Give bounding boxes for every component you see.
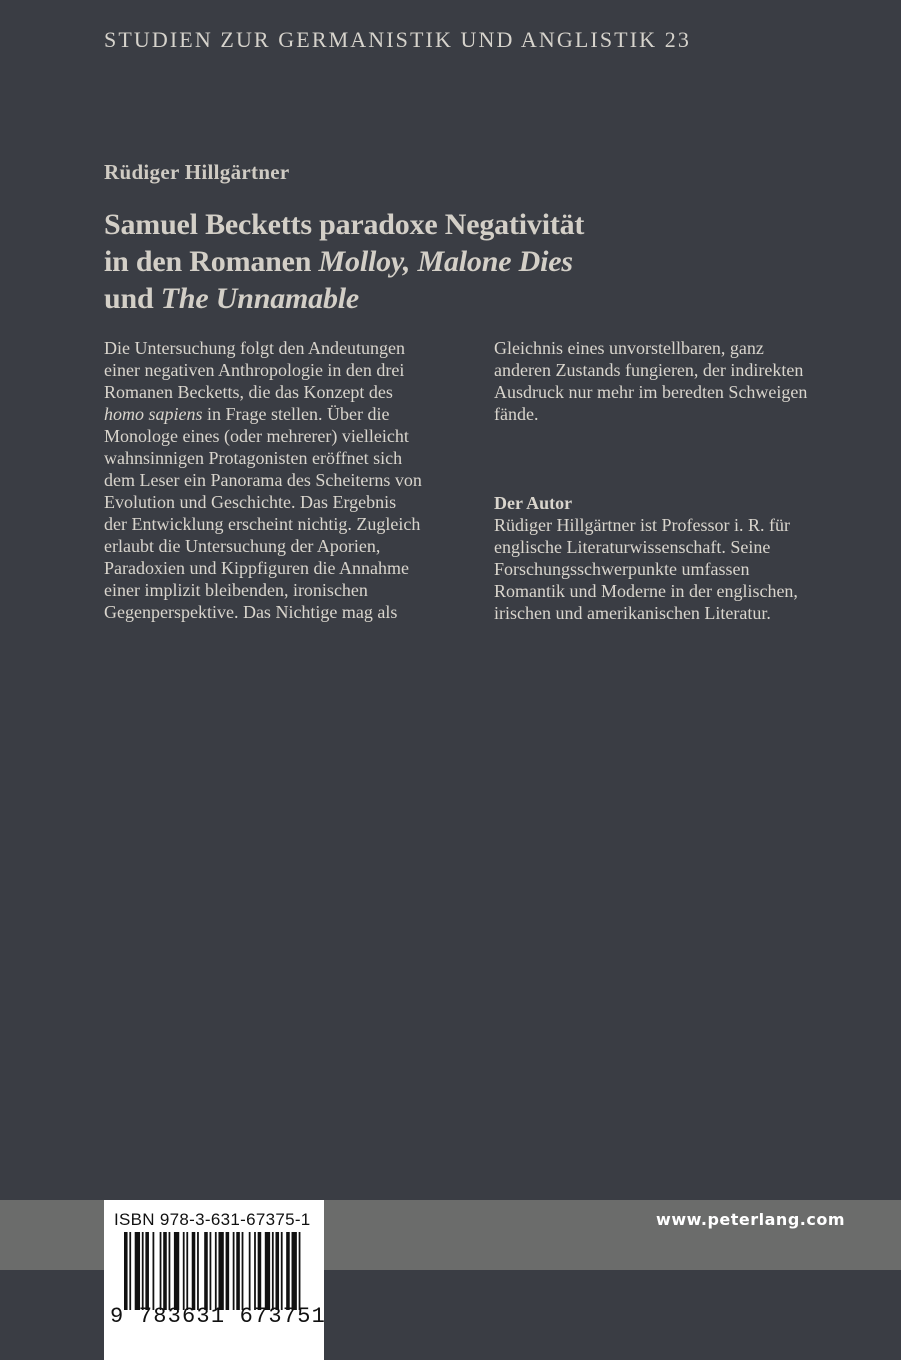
blurb-line: Gegenperspektive. Das Nichtige mag als [104, 602, 398, 622]
blurb-column-2 [494, 337, 854, 624]
publisher-website[interactable]: www.peterlang.com [656, 1210, 845, 1229]
blurb-column-1 [104, 337, 464, 623]
author-bio-line: englische Literaturwissenschaft. Seine [494, 537, 771, 557]
blurb-line: einer implizit bleibenden, ironischen [104, 580, 368, 600]
blurb-line: Paradoxien und Kippfiguren die Annahme [104, 558, 409, 578]
blurb-line: erlaubt die Untersuchung der Aporien, [104, 536, 381, 556]
barcode-digits: 9 783631 673751 [110, 1304, 327, 1329]
blurb-line: anderen Zustands fungieren, der indirekten [494, 360, 804, 380]
author-bio-line: Rüdiger Hillgärtner ist Professor i. R. für [494, 515, 790, 535]
blurb-italic-term: homo sapiens [104, 404, 203, 424]
author-bio-line: Forschungsschwerpunkte umfassen [494, 559, 750, 579]
barcode-bars [124, 1232, 304, 1310]
title-line-3 [104, 280, 584, 317]
author-name: Rüdiger Hillgärtner [104, 160, 290, 184]
blurb-line: fände. [494, 404, 539, 424]
isbn-barcode [104, 1200, 327, 1360]
blurb-line: Monologe eines (oder mehrerer) vielleicht [104, 426, 409, 446]
title-line-2 [104, 243, 584, 280]
blurb-line: Romanen Becketts, die das Konzept des [104, 382, 393, 402]
blurb-line: Die Untersuchung folgt den Andeutungen [104, 338, 405, 358]
blurb-line: Ausdruck nur mehr im beredten Schweigen [494, 382, 808, 402]
blurb-line: einer negativen Anthropologie in den drei [104, 360, 405, 380]
series-title: STUDIEN ZUR GERMANISTIK UND ANGLISTIK 23 [104, 27, 691, 52]
title-line-3-text: und [104, 282, 161, 315]
title-line-2-text: in den Romanen [104, 245, 319, 278]
author-bio-line: Romantik und Moderne in der englischen, [494, 581, 798, 601]
author-bio-line: irischen und amerikanischen Literatur. [494, 603, 771, 623]
title-line-3-italic: The Unnamable [160, 282, 360, 315]
blurb-line-text: in Frage stellen. Über die [207, 404, 390, 424]
blurb-line: der Entwicklung erscheint nichtig. Zugleich [104, 514, 421, 534]
blurb-line: wahnsinnigen Protagonisten eröffnet sich [104, 448, 403, 468]
blurb-line [104, 403, 464, 425]
section-spacer [494, 425, 854, 492]
title-line-1: Samuel Becketts paradoxe Negativität [104, 208, 585, 241]
blurb-line: dem Leser ein Panorama des Scheiterns von [104, 470, 422, 490]
title-line-2-italic: Molloy, Malone Dies [318, 245, 573, 278]
blurb-line: Evolution und Geschichte. Das Ergebnis [104, 492, 397, 512]
isbn-label: ISBN 978-3-631-67375-1 [114, 1210, 311, 1229]
author-section-heading: Der Autor [494, 493, 573, 513]
book-title [104, 206, 584, 317]
blurb-line: Gleichnis eines unvorstellbaren, ganz [494, 338, 764, 358]
